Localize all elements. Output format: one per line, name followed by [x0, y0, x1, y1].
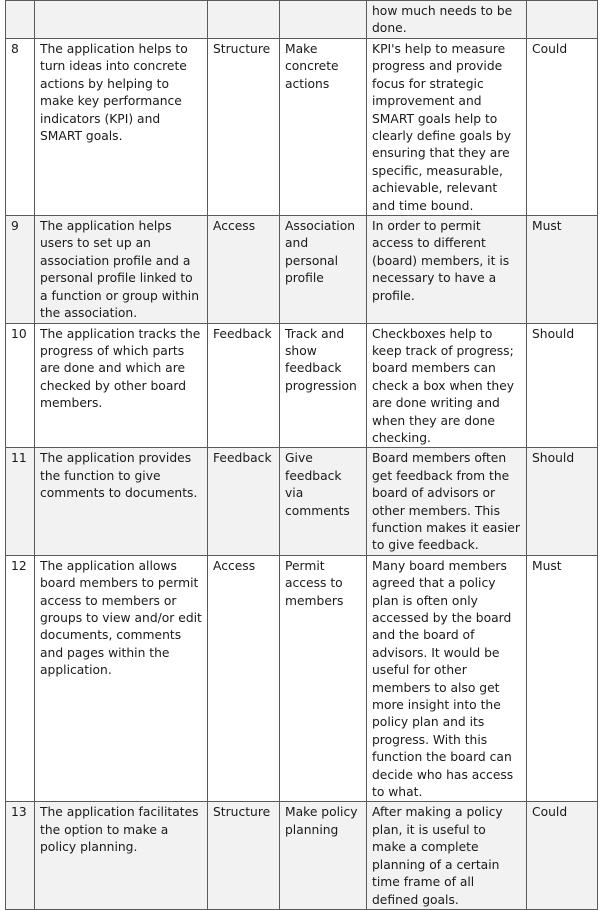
- cell-number: 8: [6, 39, 35, 216]
- table-row: [6, 555, 598, 802]
- cell-number: [6, 1, 35, 39]
- cell-priority: Should: [527, 323, 598, 448]
- table-row: [6, 323, 598, 448]
- table-row: [6, 216, 598, 323]
- cell-rationale: After making a policy plan, it is useful to make a complete planning of a certain time frame of all defined goals.: [367, 802, 527, 909]
- cell-category: [208, 1, 280, 39]
- cell-number: 9: [6, 216, 35, 323]
- table-row: [6, 39, 598, 216]
- cell-category: Access: [208, 555, 280, 802]
- cell-requirement-name: Permit access to members: [280, 555, 367, 802]
- cell-description: The application facilitates the option to make a policy planning.: [35, 802, 208, 909]
- cell-requirement-name: Give feedback via comments: [280, 448, 367, 555]
- cell-priority: Could: [527, 39, 598, 216]
- cell-rationale: how much needs to be done.: [367, 1, 527, 39]
- cell-number: 11: [6, 448, 35, 555]
- cell-requirement-name: Association and personal profile: [280, 216, 367, 323]
- cell-description: The application helps to turn ideas into concrete actions by helping to make key performance indicators (KPI) and SMART goals.: [35, 39, 208, 216]
- cell-requirement-name: Track and show feedback progression: [280, 323, 367, 448]
- cell-requirement-name: [280, 1, 367, 39]
- cell-requirement-name: Make concrete actions: [280, 39, 367, 216]
- cell-rationale: Many board members agreed that a policy plan is often only accessed by the board and the board of advisors. It would be useful for other members to also get more insight into the policy plan and its progress. With this function the board can decide who has access to what.: [367, 555, 527, 802]
- cell-requirement-name: Make policy planning: [280, 802, 367, 909]
- cell-description: The application tracks the progress of which parts are done and which are checked by other board members.: [35, 323, 208, 448]
- cell-category: Feedback: [208, 323, 280, 448]
- cell-description: The application allows board members to permit access to members or groups to view and/or edit documents, comments and pages within the application.: [35, 555, 208, 802]
- cell-category: Structure: [208, 802, 280, 909]
- cell-rationale: KPI's help to measure progress and provide focus for strategic improvement and SMART goals help to clearly define goals by ensuring that they are specific, measurable, achievable, relevant and time bound.: [367, 39, 527, 216]
- cell-description: The application provides the function to give comments to documents.: [35, 448, 208, 555]
- cell-category: Structure: [208, 39, 280, 216]
- cell-priority: Should: [527, 448, 598, 555]
- cell-priority: Must: [527, 555, 598, 802]
- requirements-table: [5, 0, 598, 910]
- cell-category: Access: [208, 216, 280, 323]
- cell-priority: Could: [527, 802, 598, 909]
- table-row: [6, 802, 598, 909]
- table-row: [6, 448, 598, 555]
- cell-number: 13: [6, 802, 35, 909]
- cell-rationale: Board members often get feedback from the board of advisors or other members. This function makes it easier to give feedback.: [367, 448, 527, 555]
- table-row: [6, 1, 598, 39]
- cell-description: The application helps users to set up an association profile and a personal profile linked to a function or group within the association.: [35, 216, 208, 323]
- cell-priority: Must: [527, 216, 598, 323]
- cell-description: [35, 1, 208, 39]
- cell-rationale: Checkboxes help to keep track of progress; board members can check a box when they are done writing and when they are done checking.: [367, 323, 527, 448]
- cell-number: 12: [6, 555, 35, 802]
- cell-category: Feedback: [208, 448, 280, 555]
- cell-number: 10: [6, 323, 35, 448]
- cell-priority: [527, 1, 598, 39]
- cell-rationale: In order to permit access to different (board) members, it is necessary to have a profile.: [367, 216, 527, 323]
